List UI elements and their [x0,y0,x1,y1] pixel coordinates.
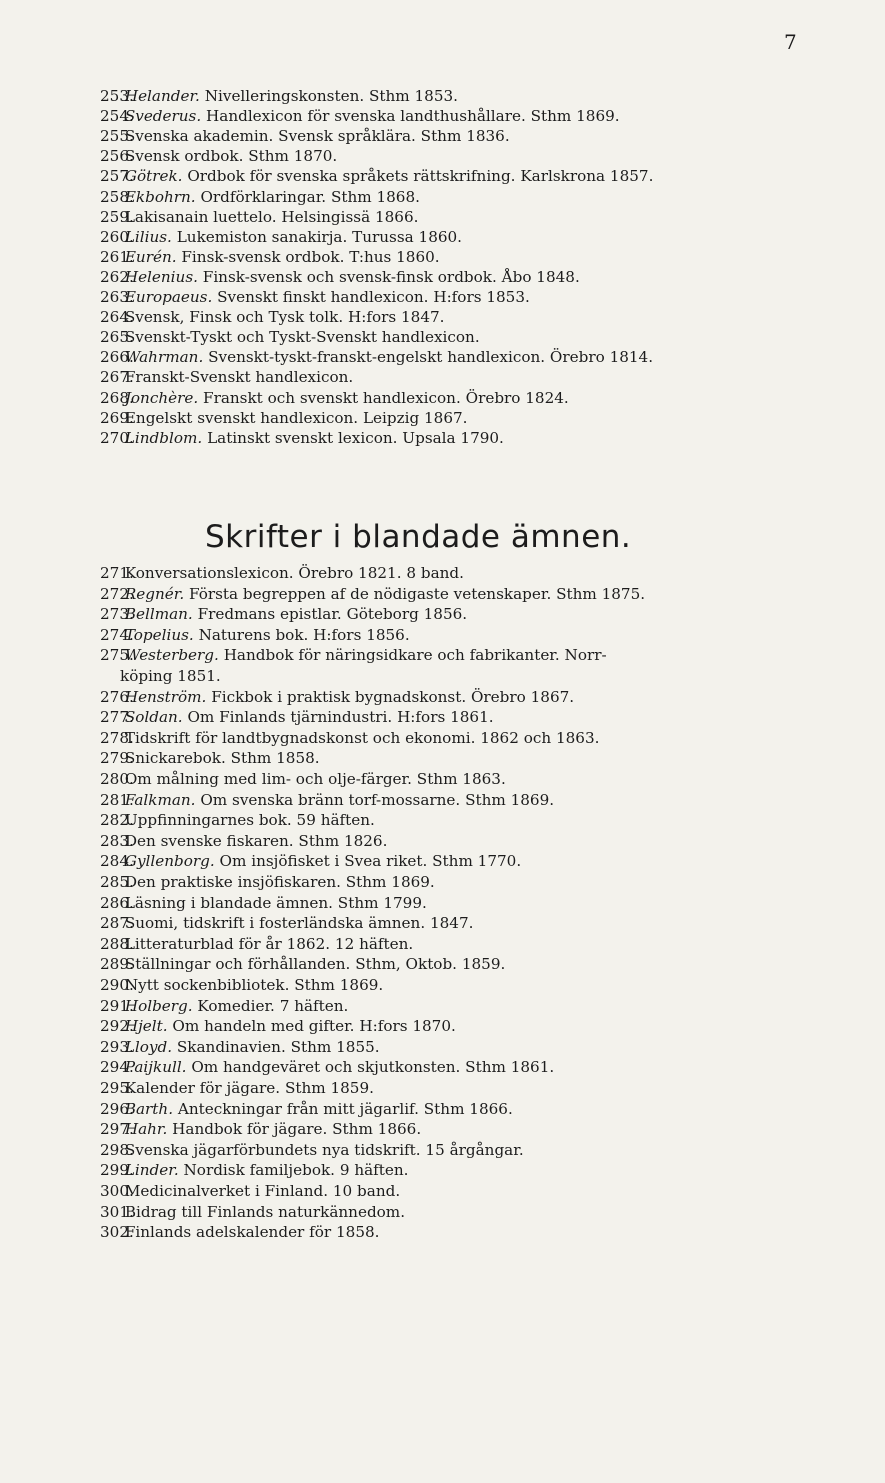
entry-title: Svensk, Finsk och Tysk tolk. H:fors 1847. [124,308,445,327]
catalog-entry [100,975,840,995]
entry-number: 281. [100,790,134,809]
catalog-entry [100,86,840,106]
entry-title: Komedier. 7 häften. [197,996,349,1015]
catalog-entry [100,367,840,387]
entry-title: Handbok för näringsidkare och fabrikanter. Norr- [223,646,607,665]
catalog-entry [100,934,840,954]
catalog-entry-continuation [120,666,860,686]
entry-number: 275. [100,646,134,665]
entry-author: Henström. [124,687,207,706]
entry-number: 302. [100,1223,134,1242]
entry-title: Franskt och svenskt handlexicon. Örebro 1824. [203,388,569,407]
entry-title: Medicinalverket i Finland. 10 band. [124,1182,401,1200]
entry-title: Finsk-svensk och svensk-finsk ordbok. Åbo 1848. [202,267,580,286]
entry-number: 301. [100,1202,134,1221]
entry-title: Svenskt finskt handlexicon. H:fors 1853. [217,288,530,306]
entry-title: Kalender för jägare. Sthm 1859. [124,1079,374,1097]
catalog-entry [100,106,840,126]
catalog-entry [100,707,840,727]
entry-title: Svenska jägarförbundets nya tidskrift. 15 årgångar. [124,1140,524,1159]
entry-author: Linder. [124,1161,179,1180]
entry-title: Engelskt svenskt handlexicon. Leipzig 1867. [124,408,468,427]
entry-number: 277. [100,708,134,727]
catalog-entry [100,748,840,768]
entry-number: 300. [100,1182,134,1200]
entry-author: Helenius. [124,267,198,286]
entry-number: 270. [100,428,134,447]
entry-author: Regnér. [124,584,185,603]
entry-title: Svenskt-Tyskt och Tyskt-Svenskt handlexicon. [124,328,480,347]
entry-title: Nytt sockenbibliotek. Sthm 1869. [124,976,384,994]
entry-title: Ordbok för svenska språkets rättskrifning. Karlskrona 1857. [187,167,654,186]
catalog-entry [100,851,840,871]
entry-title: Naturens bok. H:fors 1856. [198,625,410,644]
entry-number: 253. [100,87,134,105]
entry-title: Svensk ordbok. Sthm 1870. [124,147,338,166]
entry-number: 297. [100,1120,134,1139]
entry-number: 289. [100,955,134,974]
catalog-entry [100,1140,840,1160]
entry-number: 279. [100,749,134,768]
entry-title: Den svenske fiskaren. Sthm 1826. [124,831,388,850]
entry-number: 256. [100,147,134,166]
entry-title: Lakisanain luettelo. Helsingissä 1866. [124,207,419,226]
catalog-entry [100,728,840,748]
catalog-entry [100,1037,840,1057]
entry-title: Om målning med lim- och olje-färger. Sthm 1863. [124,770,506,788]
catalog-entry [100,1119,840,1139]
entry-title: Suomi, tidskrift i fosterländska ämnen. 1847. [124,914,474,933]
entry-title: Fredmans epistlar. Göteborg 1856. [197,605,468,624]
entry-author: Götrek. [124,167,183,186]
entry-author: Soldan. [124,708,183,727]
entry-author: Topelius. [124,625,194,644]
entry-number: 293. [100,1037,134,1056]
entry-number: 254. [100,107,134,126]
catalog-entry [100,408,840,428]
entry-number: 284. [100,852,134,871]
catalog-entry [100,769,840,789]
catalog-entry [100,893,840,913]
entry-author: Gyllenborg. [124,852,215,871]
entry-number: 271. [100,564,134,582]
catalog-entry [100,1099,840,1119]
entry-author: Holberg. [124,996,193,1015]
entry-author: Ekbohrn. [124,187,196,206]
catalog-entry [100,388,840,408]
entry-number: 257. [100,167,134,186]
entry-author: Europaeus. [124,288,213,306]
entry-number: 285. [100,873,134,891]
entry-number: 296. [100,1099,134,1118]
entry-title: Tidskrift för landtbygnadskonst och ekonomi. 1862 och 1863. [124,728,600,747]
entry-number: 255. [100,127,134,146]
entry-author: Lindblom. [124,428,203,447]
entry-number: 298. [100,1140,134,1159]
entry-title: Läsning i blandade ämnen. Sthm 1799. [124,893,427,912]
entry-title: Uppfinningarnes bok. 59 häften. [124,811,375,830]
catalog-entry [100,1202,840,1222]
entry-title: Lukemiston sanakirja. Turussa 1860. [176,227,463,246]
section-heading: Skrifter i blandade ämnen. [205,519,632,555]
entry-title: Finsk-svensk ordbok. T:hus 1860. [181,247,440,266]
entry-number: 264. [100,308,134,327]
entry-title: köping 1851. [120,667,221,685]
entry-number: 262. [100,267,134,286]
entry-title: Franskt-Svenskt handlexicon. [124,368,354,387]
entry-author: Hjelt. [124,1017,168,1036]
entry-number: 299. [100,1161,134,1180]
entry-number: 295. [100,1079,134,1097]
catalog-entry [100,187,840,207]
catalog-entry [100,687,840,707]
entry-title: Om handeln med gifter. H:fors 1870. [172,1017,456,1036]
entry-number: 260. [100,227,134,246]
entry-number: 259. [100,207,134,226]
entry-number: 282. [100,811,134,830]
catalog-entry [100,1078,840,1098]
catalog-entry [100,604,840,624]
entry-title: Svenska akademin. Svensk språklära. Sthm 1836. [124,127,510,146]
entry-title: Bidrag till Finlands naturkännedom. [124,1202,406,1221]
catalog-entry [100,954,840,974]
catalog-entry [100,625,840,645]
entry-number: 263. [100,288,134,306]
entry-title: Första begreppen af de nödigaste vetenskaper. Sthm 1875. [189,584,646,603]
entry-number: 283. [100,831,134,850]
catalog-entry [100,1160,840,1180]
catalog-entry [100,1016,840,1036]
entry-number: 278. [100,728,134,747]
catalog-entry [100,307,840,327]
catalog-entry [100,347,840,367]
entry-title: Finlands adelskalender för 1858. [124,1223,380,1242]
catalog-entry [100,1222,840,1242]
catalog-entry [100,227,840,247]
entry-title: Konversationslexicon. Örebro 1821. 8 band. [124,564,464,582]
entry-number: 268. [100,388,134,407]
entry-number: 290. [100,976,134,994]
entry-author: Westerberg. [124,646,219,665]
entry-author: Falkman. [124,790,196,809]
entry-title: Om svenska bränn torf-mossarne. Sthm 1869. [200,790,555,809]
catalog-entry [100,146,840,166]
entry-title: Den praktiske insjöfiskaren. Sthm 1869. [124,873,435,891]
entry-title: Om insjöfisket i Svea riket. Sthm 1770. [219,852,522,871]
entry-title: Skandinavien. Sthm 1855. [176,1037,380,1056]
entry-author: Eurén. [124,247,177,266]
entry-author: Paijkull. [124,1058,187,1077]
catalog-entry [100,810,840,830]
entry-number: 294. [100,1058,134,1077]
catalog-entry [100,790,840,810]
entry-author: Jonchère. [124,388,199,407]
entry-title: Snickarebok. Sthm 1858. [124,749,320,768]
entry-number: 280. [100,770,134,788]
entry-number: 258. [100,187,134,206]
entry-number: 273. [100,605,134,624]
catalog-entry [100,913,840,933]
catalog-entry [100,428,840,448]
entry-title: Ordförklaringar. Sthm 1868. [200,187,420,206]
entry-title: Om handgeväret och skjutkonsten. Sthm 1861. [191,1058,555,1077]
entry-number: 292. [100,1017,134,1036]
catalog-entry [100,584,840,604]
entry-title: Svenskt-tyskt-franskt-engelskt handlexicon. Örebro 1814. [208,348,654,367]
entry-number: 266. [100,348,134,367]
catalog-entry [100,831,840,851]
entry-number: 276. [100,687,134,706]
entry-title: Handlexicon för svenska landthushållare. Sthm 1869. [206,107,620,126]
entry-number: 267. [100,368,134,387]
catalog-entry [100,126,840,146]
entry-number: 287. [100,914,134,933]
entry-number: 286. [100,893,134,912]
entry-title: Nivelleringskonsten. Sthm 1853. [204,87,458,105]
catalog-entry [100,872,840,892]
entry-number: 269. [100,408,134,427]
catalog-entry [100,1057,840,1077]
catalog-entry [100,327,840,347]
page-number: 7 [784,30,797,54]
entry-author: Lilius. [124,227,172,246]
catalog-entry [100,996,840,1016]
entry-title: Handbok för jägare. Sthm 1866. [172,1120,422,1139]
catalog-entry [100,247,840,267]
entry-number: 288. [100,934,134,953]
catalog-entry [100,267,840,287]
entry-title: Ställningar och förhållanden. Sthm, Oktob. 1859. [124,955,506,974]
entry-author: Helander. [124,87,200,105]
catalog-entry [100,166,840,186]
entry-title: Litteraturblad för år 1862. 12 häften. [124,934,414,953]
catalog-entry [100,563,840,583]
catalog-entry [100,287,840,307]
entry-number: 261. [100,247,134,266]
entry-title: Nordisk familjebok. 9 häften. [183,1161,409,1180]
entry-title: Anteckningar från mitt jägarlif. Sthm 1866. [177,1099,513,1118]
entry-number: 265. [100,328,134,347]
catalog-entry [100,1181,840,1201]
entry-author: Barth. [124,1099,174,1118]
entry-title: Om Finlands tjärnindustri. H:fors 1861. [187,708,494,727]
entry-author: Bellman. [124,605,193,624]
entry-author: Wahrman. [124,348,204,367]
entry-number: 272. [100,584,134,603]
catalog-entry [100,207,840,227]
entry-title: Latinskt svenskt lexicon. Upsala 1790. [207,428,504,447]
entry-author: Lloyd. [124,1037,173,1056]
entry-title: Fickbok i praktisk bygnadskonst. Örebro 1867. [211,687,575,706]
entry-author: Hahr. [124,1120,168,1139]
catalog-entry [100,645,840,665]
entry-author: Svederus. [124,107,202,126]
entry-number: 274. [100,625,134,644]
entry-number: 291. [100,996,134,1015]
